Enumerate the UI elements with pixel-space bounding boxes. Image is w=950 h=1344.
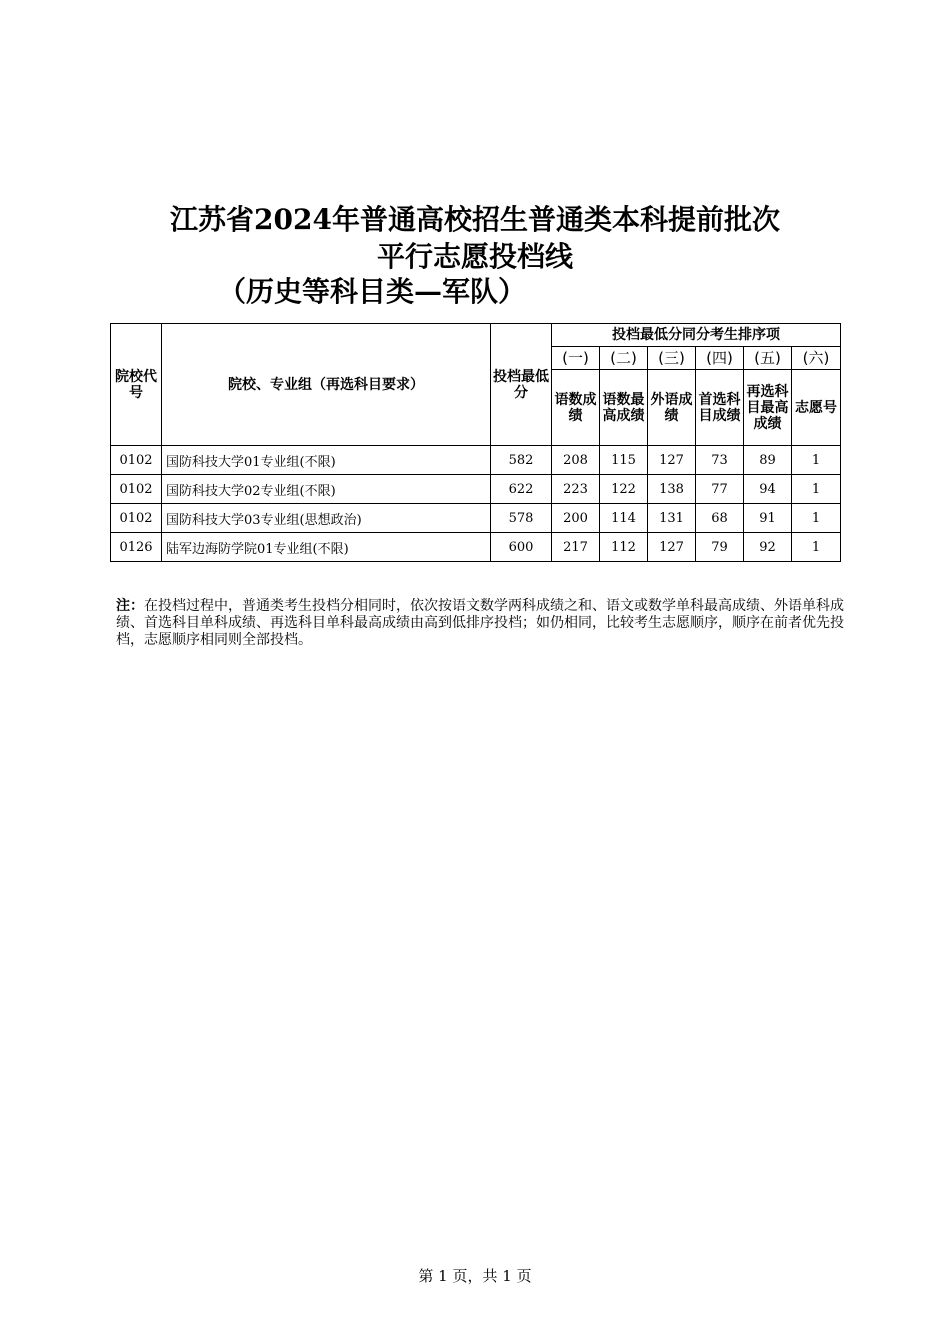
header-label-5: 再选科目最高成绩 — [744, 370, 792, 446]
header-sub-5: (五) — [744, 347, 792, 370]
cell-name: 国防科技大学02专业组(不限) — [162, 475, 491, 504]
header-name: 院校、专业组（再选科目要求） — [162, 324, 491, 446]
header-sub-4: (四) — [696, 347, 744, 370]
cell-min: 600 — [491, 533, 552, 562]
cell-s6: 1 — [792, 504, 841, 533]
cell-s5: 91 — [744, 504, 792, 533]
header-tiebreak-group: 投档最低分同分考生排序项 — [552, 324, 841, 347]
cell-code: 0126 — [111, 533, 162, 562]
cell-s1: 217 — [552, 533, 600, 562]
cell-s4: 68 — [696, 504, 744, 533]
header-min-score: 投档最低分 — [491, 324, 552, 446]
header-code: 院校代号 — [111, 324, 162, 446]
header-label-1: 语数成绩 — [552, 370, 600, 446]
cell-name: 国防科技大学03专业组(思想政治) — [162, 504, 491, 533]
cell-name: 陆军边海防学院01专业组(不限) — [162, 533, 491, 562]
cell-name: 国防科技大学01专业组(不限) — [162, 446, 491, 475]
cell-s1: 223 — [552, 475, 600, 504]
header-label-4: 首选科目成绩 — [696, 370, 744, 446]
header-sub-3: (三) — [648, 347, 696, 370]
cell-s4: 73 — [696, 446, 744, 475]
cell-s4: 79 — [696, 533, 744, 562]
header-label-2: 语数最高成绩 — [600, 370, 648, 446]
table-row — [111, 475, 841, 504]
cell-code: 0102 — [111, 446, 162, 475]
cell-s2: 115 — [600, 446, 648, 475]
header-sub-6: (六) — [792, 347, 841, 370]
page-title-line2: 平行志愿投档线 — [376, 240, 573, 273]
page-subtitle: （历史等科目类—军队） — [218, 275, 527, 308]
cell-s1: 208 — [552, 446, 600, 475]
score-table — [110, 323, 841, 562]
page-number: 第 1 页，共 1 页 — [418, 1267, 532, 1285]
cell-s2: 112 — [600, 533, 648, 562]
table-row — [111, 504, 841, 533]
header-sub-2: (二) — [600, 347, 648, 370]
cell-s3: 138 — [648, 475, 696, 504]
cell-s3: 127 — [648, 533, 696, 562]
cell-s3: 131 — [648, 504, 696, 533]
cell-s4: 77 — [696, 475, 744, 504]
cell-min: 578 — [491, 504, 552, 533]
table-row — [111, 533, 841, 562]
footnote — [116, 598, 846, 649]
page-title-line1: 江苏省2024年普通高校招生普通类本科提前批次 — [170, 203, 780, 236]
cell-s5: 94 — [744, 475, 792, 504]
header-label-3: 外语成绩 — [648, 370, 696, 446]
cell-code: 0102 — [111, 475, 162, 504]
cell-s2: 122 — [600, 475, 648, 504]
cell-s5: 92 — [744, 533, 792, 562]
footnote-lead: 注： — [116, 598, 144, 614]
cell-s6: 1 — [792, 533, 841, 562]
cell-code: 0102 — [111, 504, 162, 533]
cell-s3: 127 — [648, 446, 696, 475]
cell-s2: 114 — [600, 504, 648, 533]
header-sub-1: (一) — [552, 347, 600, 370]
footnote-text: 在投档过程中，普通类考生投档分相同时，依次按语文数学两科成绩之和、语文或数学单科最高成绩、外语单科成绩、首选科目单科成绩、再选科目单科最高成绩由高到低排序投档；如仍相同，比较考生志愿顺序，顺序在前者优先投档，志愿顺序相同则全部投档。 — [116, 598, 844, 648]
cell-min: 622 — [491, 475, 552, 504]
cell-s6: 1 — [792, 446, 841, 475]
header-label-6: 志愿号 — [792, 370, 841, 446]
cell-s1: 200 — [552, 504, 600, 533]
cell-min: 582 — [491, 446, 552, 475]
table-row — [111, 446, 841, 475]
cell-s5: 89 — [744, 446, 792, 475]
cell-s6: 1 — [792, 475, 841, 504]
